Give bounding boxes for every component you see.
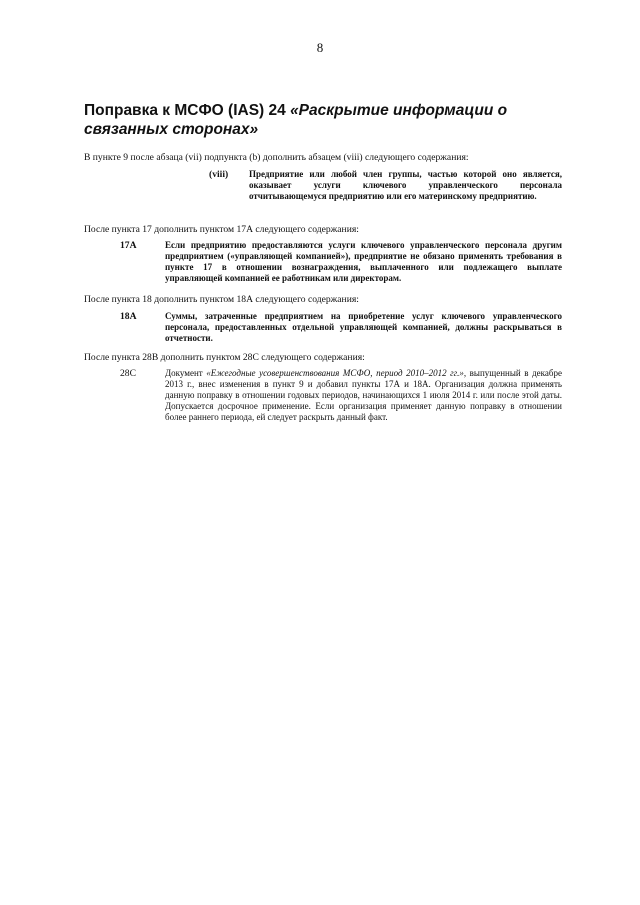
paragraph-text: Если предприятию предоставляются услуги ключевого управленческого персонала другим предприятием («управляющей компанией»), предприятие не обязано применять требования в пункте 17 в отношении вознаграждения, выплаченного или подлежащего выплате управляющей компанией ее работникам или директорам. xyxy=(165,240,562,283)
text-after: , выпущенный в декабре 2013 г., внес изменения в пункт 9 и добавил пункты 17А и 18А. Организация должна применять данную поправку в отношении годовых периодов, начинающихся 1 июля 2014 г. или после этой даты. Допускается досрочное применение. Если организация применяет данную поправку в отношении более раннего периода, ей следует раскрыть данный факт. xyxy=(165,368,562,422)
paragraph-number: 28С xyxy=(120,368,136,379)
paragraph-text: Суммы, затраченные предприятием на приобретение услуг ключевого управленческого персонала, предоставленных отдельной управляющей компанией, должны раскрываться в отчетности. xyxy=(165,311,562,343)
page-number: 8 xyxy=(316,40,324,55)
instruction-paragraph-18: После пункта 18 дополнить пунктом 18А следующего содержания: xyxy=(84,294,359,305)
title-italic-part: «Раскрытие информации о связанных сторонах» xyxy=(84,102,508,138)
instruction-paragraph-9: В пункте 9 после абзаца (vii) подпункта (b) дополнить абзацем (viii) следующего содержания: xyxy=(84,152,469,163)
paragraph-number: 17А xyxy=(120,240,137,251)
page-title xyxy=(84,101,544,139)
paragraph-number: 18А xyxy=(120,311,137,322)
instruction-paragraph-17: После пункта 17 дополнить пунктом 17А следующего содержания: xyxy=(84,224,359,235)
instruction-paragraph-28b: После пункта 28В дополнить пунктом 28С следующего содержания: xyxy=(84,352,365,363)
title-normal-part: Поправка к МСФО (IAS) 24 xyxy=(84,102,291,119)
subparagraph-text: Предприятие или любой член группы, частью которой оно является, оказывает услуги ключевого управленческого персонала отчитывающемуся предприятию или его материнскому предприятию. xyxy=(249,169,562,201)
document-title-italic: «Ежегодные усовершенствования МСФО, период 2010–2012 гг.» xyxy=(206,368,464,378)
text-before: Документ xyxy=(165,368,207,378)
subparagraph-number: (viii) xyxy=(209,169,229,180)
paragraph-text xyxy=(165,368,562,423)
